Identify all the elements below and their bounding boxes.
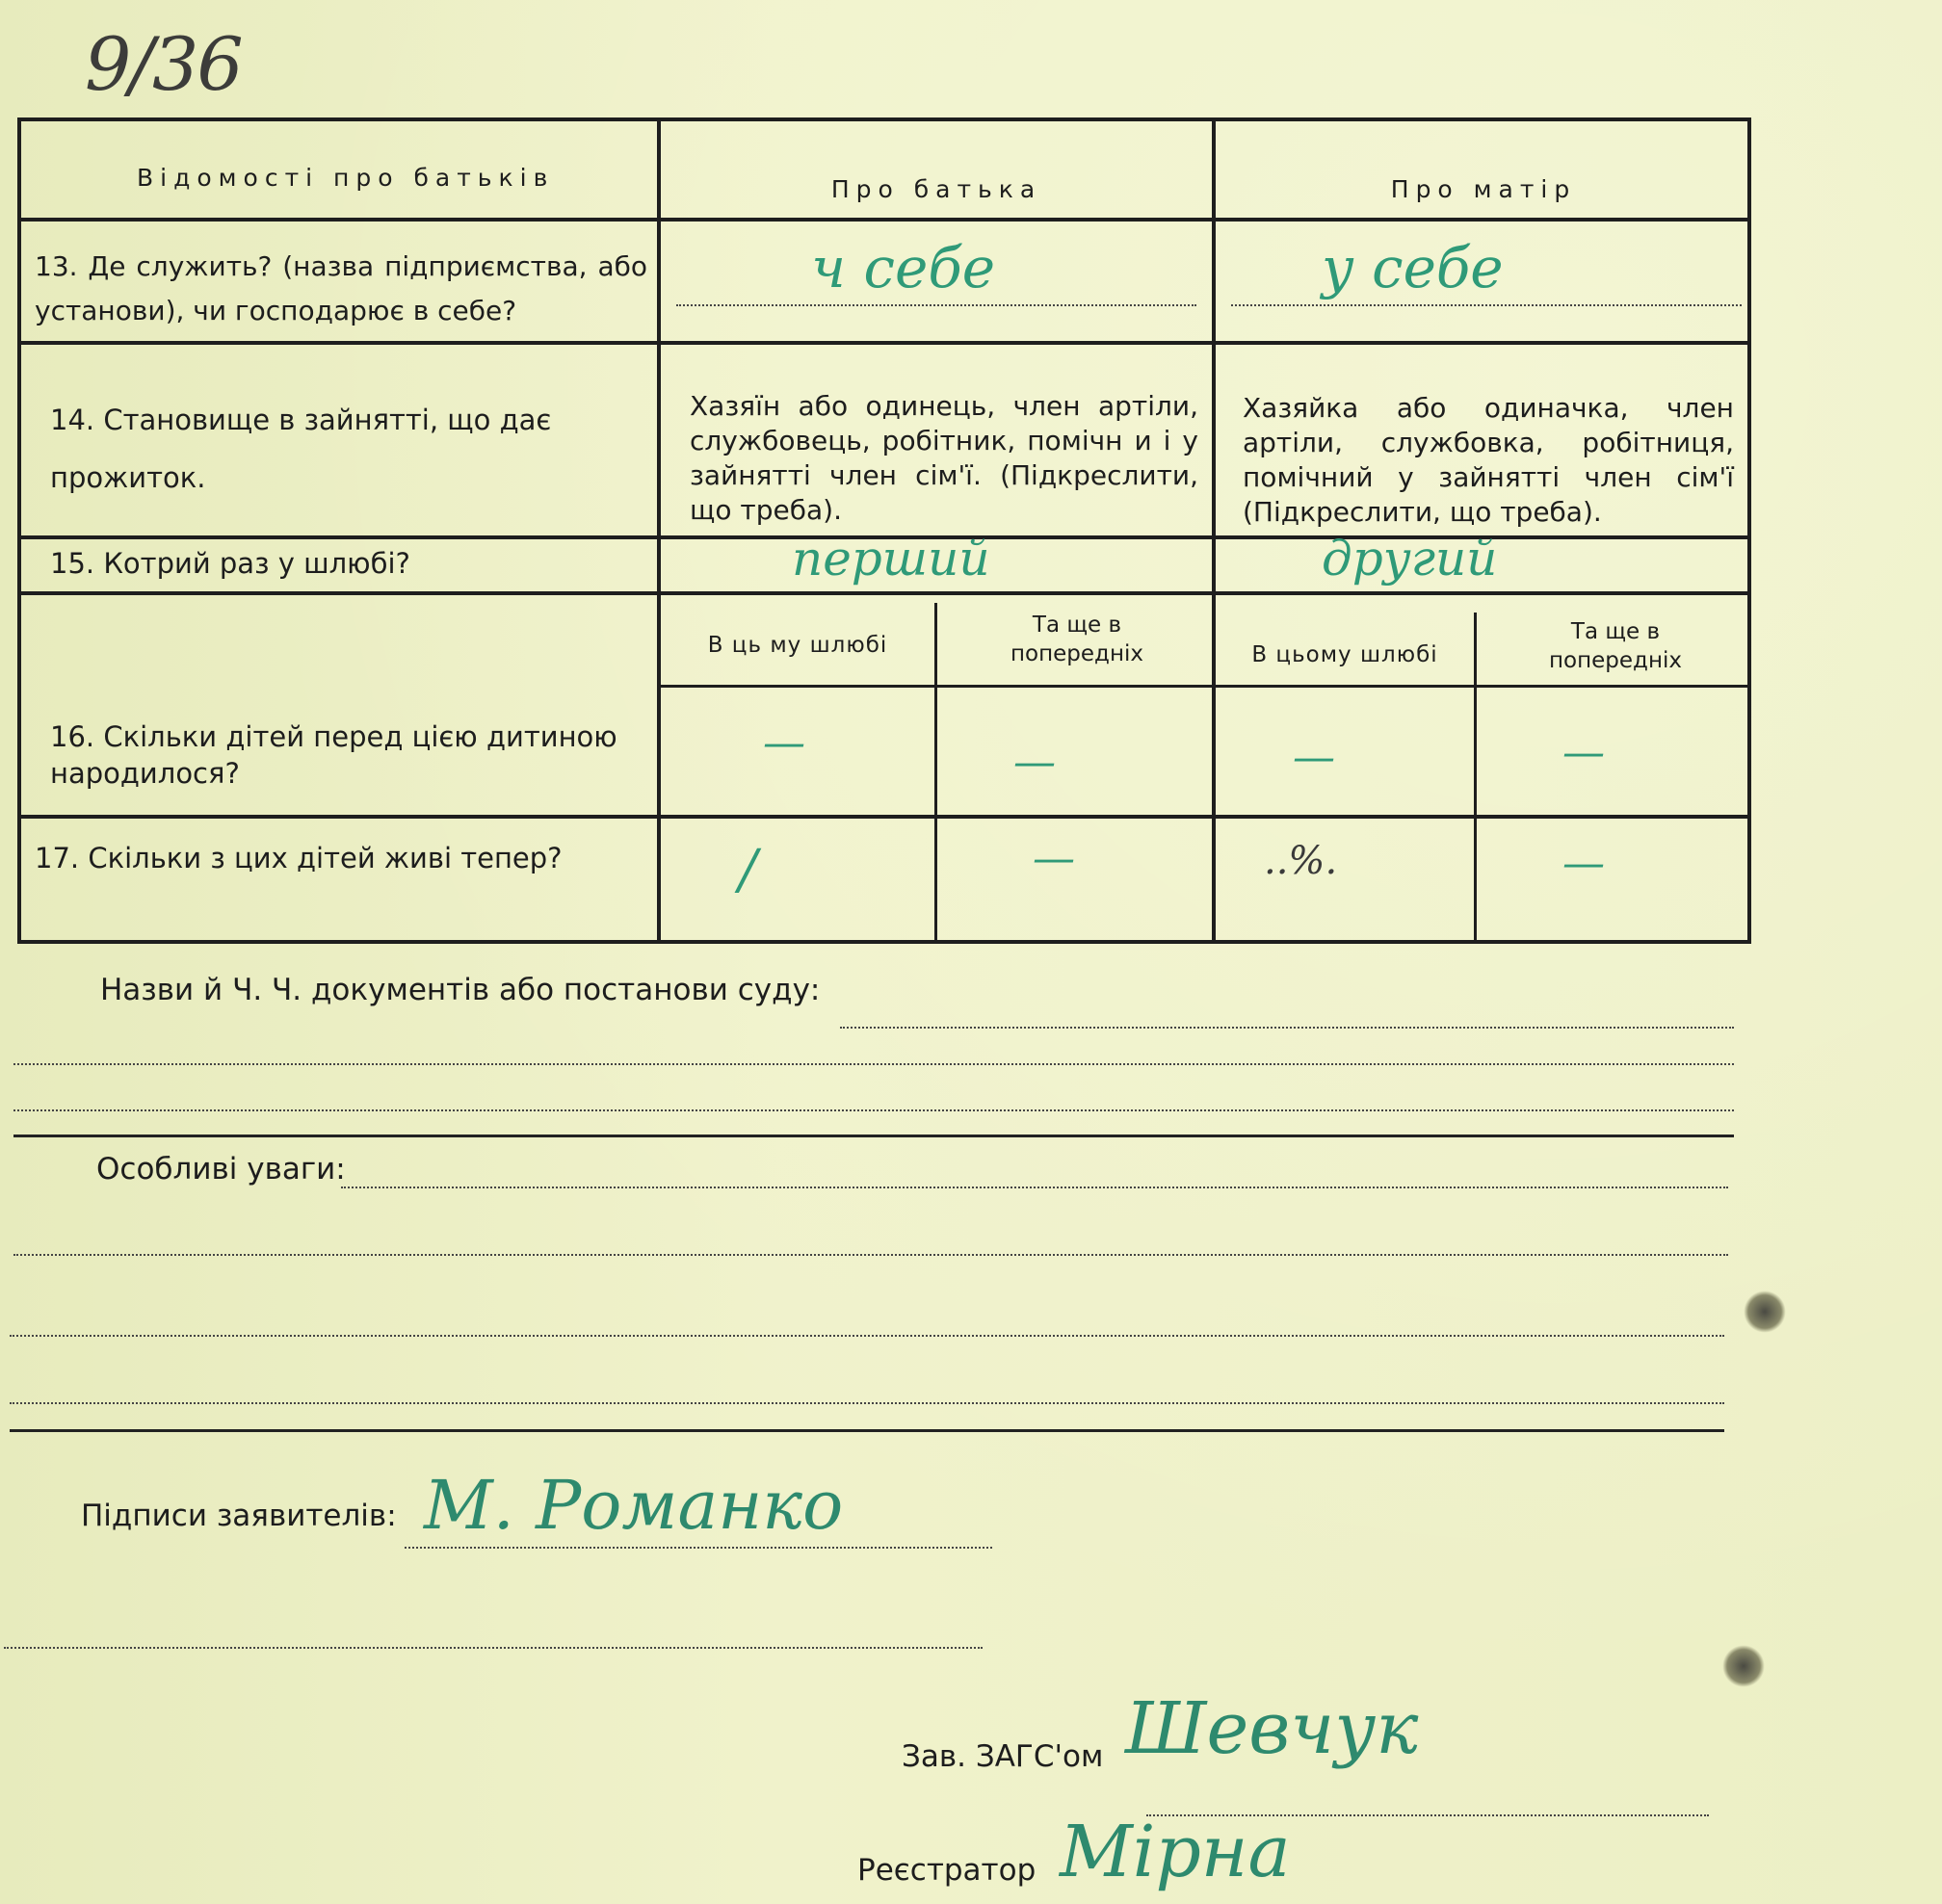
applicant-signature: М. Романко	[424, 1466, 844, 1545]
remarks-line	[341, 1187, 1728, 1188]
children-born-father-this: —	[763, 718, 805, 768]
row-divider	[21, 591, 1751, 595]
subheader-father-previous: Та ще в попередніх	[1010, 613, 1143, 666]
row-divider	[21, 218, 1751, 222]
children-born-mother-this: —	[1293, 733, 1335, 782]
children-alive-father-previous: —	[1033, 834, 1075, 883]
documents-line	[840, 1027, 1734, 1029]
children-born-father-previous: —	[1013, 738, 1056, 787]
row-divider	[21, 815, 1751, 819]
children-alive-father-this: /	[739, 839, 757, 901]
mother-marriage-count: другий	[1322, 531, 1498, 587]
father-marriage-count: перший	[792, 531, 990, 587]
father-occupation-options: Хазяїн або одинець, член артіли, службовець, робітник, помічн и і у зайнятті член сім'ї. (Підкреслити, що треба).	[690, 390, 1198, 526]
registrar-signature: Мірна	[1060, 1811, 1291, 1893]
mother-workplace: у себе	[1322, 235, 1504, 300]
children-alive-mother-previous: —	[1562, 839, 1605, 888]
header-mother: Про матір	[1390, 175, 1577, 203]
subheader-mother-previous: Та ще в попередніх	[1549, 619, 1682, 673]
remarks-line	[13, 1254, 1728, 1256]
row-divider	[661, 685, 1751, 688]
subheader-father-this-marriage: В ць му шлюбі	[707, 633, 888, 658]
zags-head-label: Зав. ЗАГС'ом	[902, 1739, 1104, 1774]
zags-head-signature: Шевчук	[1125, 1687, 1419, 1770]
subheader-mother-this-marriage: В цьому шлюбі	[1251, 642, 1438, 667]
signature-line	[4, 1647, 983, 1649]
registrar-label: Реєстратор	[857, 1853, 1037, 1888]
subcolumn-divider	[934, 603, 937, 940]
page-number: 9/36	[85, 21, 242, 107]
documents-label: Назви й Ч. Ч. документів або постанови суду:	[100, 973, 821, 1007]
remarks-line	[10, 1402, 1724, 1404]
header-father: Про батька	[830, 175, 1042, 203]
punch-hole	[1722, 1645, 1765, 1687]
signature-line	[405, 1547, 992, 1549]
section-rule	[10, 1429, 1724, 1432]
question-15: 15. Котрий раз у шлюбі?	[50, 547, 410, 580]
father-workplace: ч себе	[811, 235, 996, 300]
documents-line	[13, 1063, 1734, 1065]
answer-line	[1231, 304, 1742, 306]
documents-line	[13, 1109, 1734, 1111]
children-alive-mother-this: ..%.	[1264, 839, 1338, 883]
section-rule	[13, 1135, 1734, 1137]
subcolumn-divider	[1474, 613, 1477, 940]
question-17: 17. Скільки з цих дітей живі тепер?	[35, 842, 563, 874]
question-16: 16. Скільки дітей перед цією дитиною народилося?	[50, 720, 617, 790]
answer-line	[676, 304, 1196, 306]
punch-hole	[1744, 1291, 1786, 1333]
children-born-mother-previous: —	[1562, 728, 1605, 777]
question-13: 13. Де служить? (назва підприємства, або установи), чи господарює в себе?	[35, 250, 647, 326]
parents-info-table	[17, 117, 1751, 944]
signatures-label: Підписи заявителів:	[81, 1499, 397, 1533]
remarks-label: Особливі уваги:	[96, 1152, 346, 1187]
question-14: 14. Становище в зайнятті, що дає прожиток.	[50, 404, 552, 494]
mother-occupation-options: Хазяйка або одиначка, член артіли, службовка, робітниця, помічний у зайнятті член сім'ї (Підкреслити, що треба).	[1243, 392, 1734, 528]
remarks-line	[10, 1335, 1724, 1337]
header-parents-info: Відомості про батьків	[137, 164, 555, 192]
row-divider	[21, 341, 1751, 345]
